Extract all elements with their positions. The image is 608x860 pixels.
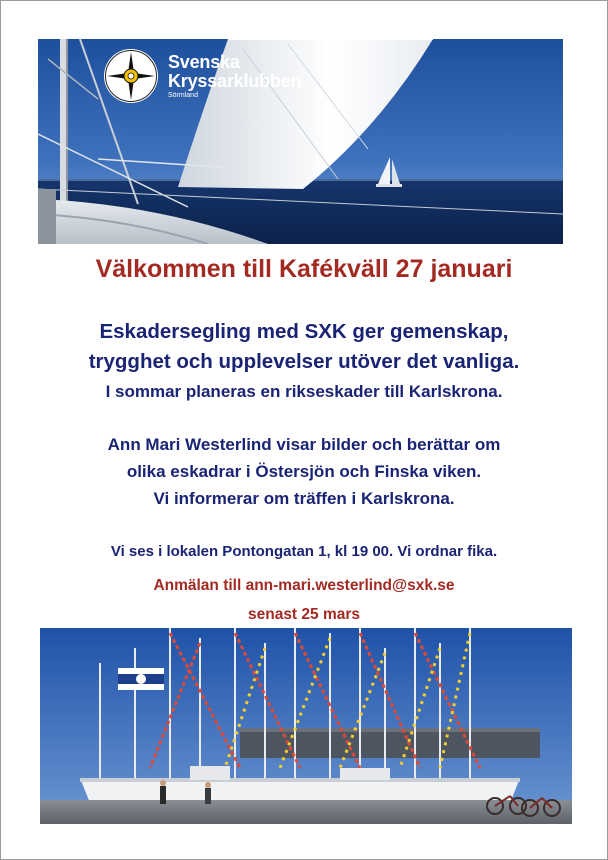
lead-line-1: Eskadersegling med SXK ger gemenskap,: [99, 320, 509, 343]
sailing-photo: [38, 39, 563, 244]
event-headline: Välkommen till Kafékväll 27 januari: [95, 255, 513, 283]
talk-paragraph: [1, 431, 607, 512]
compass-rose-icon: [102, 47, 160, 105]
lead-line-3: I sommar planeras en rikseskader till Karlskrona.: [105, 382, 503, 401]
lead-paragraph: [1, 317, 607, 407]
venue-info: [1, 541, 607, 562]
lead-line-2: trygghet och upplevelser utöver det vanliga.: [88, 350, 520, 373]
harbour-photo: [40, 628, 572, 824]
talk-line-1: Ann Mari Westerlind visar bilder och berättar om: [107, 435, 501, 454]
registration-deadline-line: senast 25 mars: [247, 606, 361, 623]
venue-line: Vi ses i lokalen Pontongatan 1, kl 19 00. Vi ordnar fika.: [110, 543, 498, 560]
registration-email-line: Anmälan till ann-mari.westerlind@sxk.se: [153, 577, 455, 594]
club-name: [168, 53, 301, 99]
talk-line-3: Vi informerar om träffen i Karlskrona.: [153, 489, 455, 508]
logo-line-sormland: Sörmland: [168, 92, 198, 99]
talk-line-2: olika eskadrar i Östersjön och Finska viken.: [126, 462, 482, 481]
logo-line-svenska: Svenska: [168, 52, 240, 72]
club-logo: [102, 47, 301, 105]
registration-info: [1, 571, 607, 629]
logo-line-kryssarklubben: Kryssarklubben: [168, 71, 302, 91]
